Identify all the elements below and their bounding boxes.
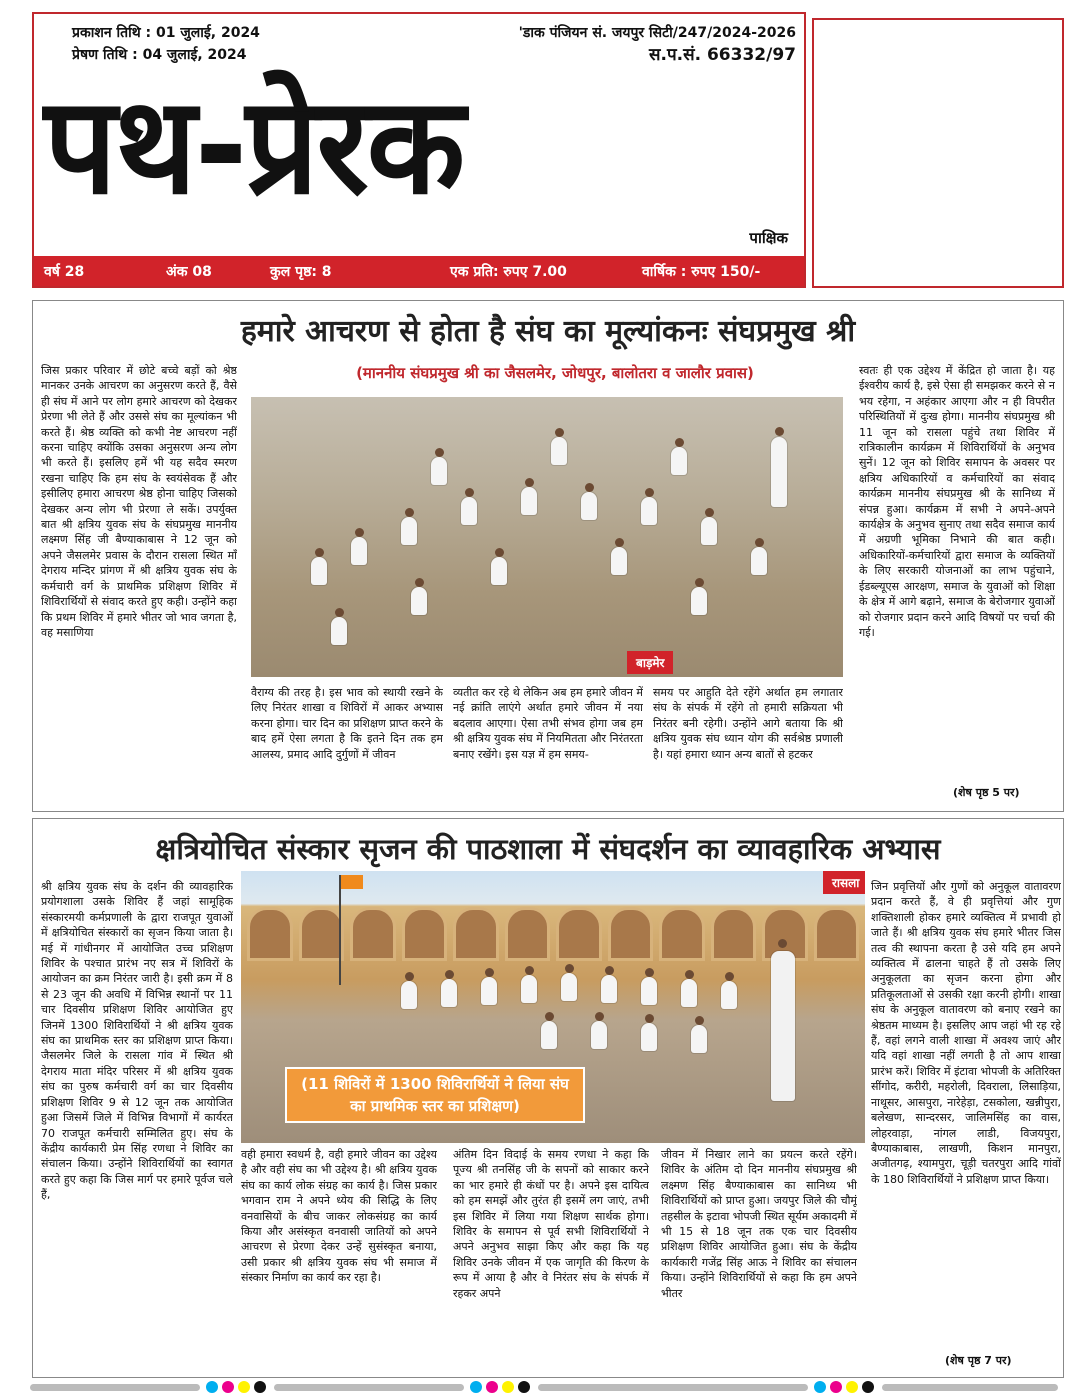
headline: हमारे आचरण से होता है संघ का मूल्यांकनः संघप्रमुख श्री bbox=[240, 314, 856, 349]
article-column-4: जीवन में निखार लाने का प्रयत्न करते रहेंगे। शिविर के अंतिम दो दिन माननीय संघप्रमुख श्री लक्ष्मण सिंह बैण्याकाबास का सानिध्य भी शिविरार्थियों को प्राप्त हुआ। जयपुर जिले की चौमूं तहसील के इटावा भोपजी स्थित सूर्यम अकादमी में भी 15 से 18 जून तक एक चार दिवसीय प्रशिक्षण शिविर आयोजित हुआ। संघ के केंद्रीय कार्यकारी गजेंद्र सिंह आऊ ने शिविर का संचालन किया। उन्होंने शिविरार्थियों से कहा कि हम अपने भीतर bbox=[661, 1148, 857, 1300]
publish-date: प्रकाशन तिथि : 01 जुलाई, 2024 bbox=[72, 25, 260, 41]
article-column-2: वैराग्य की तरह है। इस भाव को स्थायी रखने के लिए निरंतर शाखा व शिविरों में आकर अभ्यास करना होगा। चार दिन का प्रशिक्षण प्राप्त करने के बाद हमें ऐसा लगता है कि इतने दिन तक हम आलस्य, प्रमाद आदि दुर्गुणों में जीवन bbox=[251, 686, 443, 761]
photo-caption: (11 शिविरों में 1300 शिविरार्थियों ने लिया संघ का प्राथमिक स्तर का प्रशिक्षण) bbox=[285, 1067, 585, 1123]
sps-number: स.प.सं. 66332/97 bbox=[649, 45, 796, 65]
masthead bbox=[32, 12, 806, 288]
continued-note: (शेष पृष्ठ 5 पर) bbox=[953, 786, 1020, 799]
address-box bbox=[812, 18, 1064, 288]
newspaper-title: पथ-प्रेरक bbox=[44, 68, 464, 225]
photo-training-camp bbox=[241, 871, 865, 1143]
building-arches bbox=[241, 907, 865, 961]
postal-info bbox=[519, 22, 796, 66]
headline: क्षत्रियोचित संस्कार सृजन की पाठशाला में संघदर्शन का व्यावहारिक अभ्यास bbox=[155, 832, 941, 866]
single-copy-price: एक प्रति: रुपए 7.00 bbox=[450, 264, 567, 280]
issue-info-bar bbox=[34, 256, 804, 286]
photo-group-seated bbox=[251, 397, 843, 677]
photo-location-tag: रासला bbox=[823, 871, 865, 894]
frequency-label: पाक्षिक bbox=[749, 229, 788, 247]
subheadline: (माननीय संघप्रमुख श्री का जैसलमेर, जोधपुर, बालोतरा व जालौर प्रवास) bbox=[356, 364, 754, 382]
article-column-1: जिस प्रकार परिवार में छोटे बच्चे बड़ों को श्रेष्ठ मानकर उनके आचरण का अनुसरण करते हैं, वैसे ही संघ में आने पर लोग हमारे आचरण को देखकर प्रेरणा भी लेते हैं और उससे संघ का मूल्यांकन भी करते हैं। श्रेष्ठ व्यक्ति को कभी नेष्ट आचरण नहीं करना चाहिए क्योंकि उसका अनुसरण अन्य लोग भी करते हैं। इसलिए हमें भी यह सदैव स्मरण रखना चाहिए कि हम संघ के स्वयंसेवक हैं और इसीलिए हमारा आचरण श्रेष्ठ होना चाहिए जिसको देखकर अन्य लोग भी प्रेरणा ले सकें। उपर्युक्त बात श्री क्षत्रिय युवक संघ के संघप्रमुख माननीय लक्ष्मण सिंह जी बैण्याकाबास ने 12 जून को अपने जैसलमेर प्रवास के दौरान रासला स्थित माँ देगराय मन्दिर प्रांगण में श्री क्षत्रिय युवक संघ के कर्मचारी वर्ग के प्राथमिक प्रशिक्षण शिविर में शिविरार्थियों से संवाद करते हुए कही। उन्होंने कहा कि प्रथम शिविर में हमारे भीतर जो भाव जगता है, वह मसाणिया bbox=[41, 364, 237, 639]
article-column-3: व्यतीत कर रहे थे लेकिन अब हम हमारे जीवन में नई क्रांति लाएंगे अर्थात हमारे जीवन में नया बदलाव आएगा। ऐसा तभी संभव होगा जब हम श्री क्षत्रिय युवक संघ में नियमितता और निरंतरता बनाए रखेंगे। इस यज्ञ में हम समय- bbox=[453, 686, 643, 761]
issue-number: अंक 08 bbox=[166, 264, 212, 280]
article-column-5: स्वतः ही एक उद्देश्य में केंद्रित हो जाता है। यह ईश्वरीय कार्य है, इसे ऐसा ही समझकर करने से न भय रहेगा, न अहंकार आएगा और न ही विपरीत परिस्थितियों में दुःख होगा। माननीय संघप्रमुख श्री 11 जून को रासला पहुंचे तथा शिविर में रात्रिकालीन कार्यक्रम में शिविरार्थियों के अनुभव सुनें। 12 जून को शिविर समापन के अवसर पर क्षत्रिय अधिकारियों व कर्मचारियों का संवाद कार्यक्रम माननीय संघप्रमुख श्री के सानिध्य में संपन्न हुआ। कार्यक्रम में सभी ने अपने-अपने कार्यक्षेत्र के अनुभव सुनाए तथा सदैव समाज कार्य में अग्रणी भूमिका निभाने की बात कही। अधिकारियों-कर्मचारियों द्वारा समाज के व्यक्तियों के लिए सरकारी योजनाओं का लाभ पहुंचाने, ईडब्ल्यूएस आरक्षण, समाज के युवाओं को शिक्षा के क्षेत्र में आगे बढ़ाने, समाज के बेरोजगार युवाओं को रोजगार प्रदान करने आदि विषयों पर चर्चा की गई। bbox=[859, 364, 1055, 639]
article-column-5: जिन प्रवृत्तियों और गुणों को अनुकूल वातावरण प्रदान करते हैं, वे ही प्रवृत्तियां और गुण शक्तिशाली होकर हमारे व्यक्तित्व में प्रभावी हो जाते हैं। श्री क्षत्रिय युवक संघ हमारे भीतर जिस तत्व की स्थापना करता है उसे यदि हम अपने व्यक्तित्व में ढालना चाहते हैं तो उसके लिए अनुकूलता का सृजन करना होगा और प्रतिकूलताओं से उसकी रक्षा करनी होगी। शाखा संघ के अनुकूल वातावरण को बनाए रखने का श्रेष्ठतम माध्यम है। इसलिए आप जहां भी रह रहे हैं, वहां लगने वाली शाखा में अवश्य जाएं और यदि वहां शाखा नहीं लगती है तो आप शाखा प्रारंभ करें। शिविर में इंटावा भोपजी के अतिरिक्त सींगोद, करीरी, महरोली, दिवराला, लिसाड़िया, नाथूसर, आसपुरा, नारेहेड़ा, टसकोला, खन्नीपुरा, बलेखण, सान्दरसर, जालिमसिंह का वास, लोहरवाड़ा, नांगल लाडी, विजयपुरा, बैण्याकाबास, लाखणी, किशन मानपुरा, अजीतगढ़, श्यामपुरा, चूड़ी चतरपुरा आदि गांवों के 180 शिविरार्थियों ने प्रशिक्षण प्राप्त किया। bbox=[871, 880, 1061, 1186]
volume-year: वर्ष 28 bbox=[44, 264, 85, 280]
article-column-1: श्री क्षत्रिय युवक संघ के दर्शन की व्यावहारिक प्रयोगशाला उसके शिविर हैं जहां सामूहिक संस्कारमयी कर्मप्रणाली के द्वारा राजपूत युवाओं में क्षत्रियोचित संस्कारों का सृजन किया जाता है। मई में गांधीनगर में आयोजित उच्च प्रशिक्षण शिविर के पश्चात प्रारंभ नए सत्र में शिविरों के आयोजन का क्रम निरंतर जारी है। इसी क्रम में 8 से 23 जून की अवधि में विभिन्न स्थानों पर 11 चार दिवसीय प्रशिक्षण शिविर आयोजित हुए जिनमें 1300 शिविरार्थियों ने श्री क्षत्रिय युवक संघ का प्राथमिक स्तर का प्रशिक्षण प्राप्त किया। जैसलमेर जिले के रासला गांव में स्थित श्री देगराय माता मंदिर परिसर में श्री क्षत्रिय युवक संघ का पुरुष कर्मचारी वर्ग का चार दिवसीय प्रशिक्षण शिविर 9 से 12 जून तक आयोजित हुआ जिसमें जिले में विभिन्न विभागों में कार्यरत 70 राजपूत कर्मचारी सम्मिलित हुए। संघ के केंद्रीय कार्यकारी प्रेम सिंह रणधा ने शिविर का संचालन किया। उन्होंने शिविरार्थियों का स्वागत करते हुए कहा कि जिस मार्ग पर हमारे पूर्वज चले हैं, bbox=[41, 880, 233, 1202]
story-sanskar-pathshala bbox=[32, 818, 1064, 1378]
continued-note: (शेष पृष्ठ 7 पर) bbox=[945, 1354, 1012, 1367]
article-column-4: समय पर आहुति देते रहेंगे अर्थात हम लगातार संघ के संपर्क में रहेंगे तो हमारी सक्रियता भी निरंतर बनी रहेगी। उन्होंने आगे बताया कि श्री क्षत्रिय युवक संघ ध्यान योग की सर्वश्रेष्ठ प्रणाली है। यहां हमारा ध्यान अन्य बातों से हटकर bbox=[653, 686, 843, 761]
print-registration-marks bbox=[30, 1380, 1062, 1394]
flag bbox=[341, 875, 363, 889]
dispatch-date: प्रेषण तिथि : 04 जुलाई, 2024 bbox=[72, 47, 247, 63]
annual-price: वार्षिक : रुपए 150/- bbox=[642, 264, 761, 280]
total-pages: कुल पृष्ठ: 8 bbox=[270, 264, 332, 280]
postal-registration: 'डाक पंजियन सं. जयपुर सिटी/247/2024-2026 bbox=[518, 25, 796, 41]
article-column-2: वही हमारा स्वधर्म है, वही हमारे जीवन का उद्देश्य है और वही संघ का भी उद्देश्य है। श्री क्षत्रिय युवक संघ का कार्य लोक संग्रह का कार्य है। जिस प्रकार भगवान राम ने अपने ध्येय की सिद्धि के लिए वनवासियों के बीच जाकर लोकसंग्रह का कार्य किया और असंस्कृत वनवासी जातियों को अपने आचरण से प्रेरणा देकर उन्हें सुसंस्कृत बनाया, उसी प्रकार श्री क्षत्रिय युवक संघ भी समाज में संस्कार निर्माण का कार्य कर रहा है। bbox=[241, 1148, 437, 1285]
story-sanghpramukh bbox=[32, 300, 1064, 812]
article-column-3: अंतिम दिन विदाई के समय रणधा ने कहा कि पूज्य श्री तनसिंह जी के सपनों को साकार करने का भार हमारे ही कंधों पर है। अपने इस दायित्व को हम समझें और तुरंत ही इसमें लग जाएं, तभी इस शिविर में लिया गया शिक्षण सार्थक होगा। शिविर के समापन से पूर्व सभी शिविरार्थियों ने अपने अनुभव साझा किए और कहा कि यह शिविर उनके जीवन में एक जागृति की किरण के रूप में आया है और वे निरंतर संघ के संपर्क में रहकर अपने bbox=[453, 1148, 649, 1300]
photo-location-tag: बाड़मेर bbox=[627, 651, 673, 674]
publication-dates bbox=[72, 22, 260, 66]
